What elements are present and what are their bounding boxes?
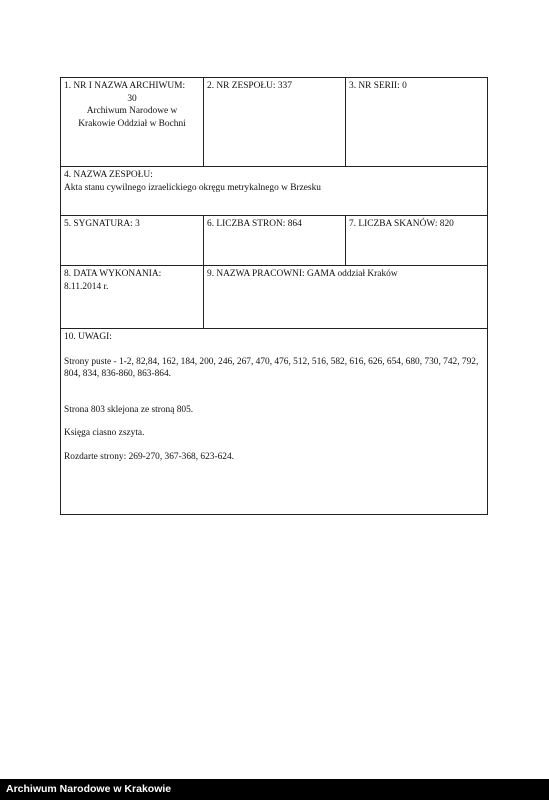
form-row-5: [61, 329, 487, 514]
fonds-number-cell: [203, 78, 345, 166]
form-row-3: [61, 216, 487, 266]
form-row-2: [61, 167, 487, 216]
fonds-number: 2. NR ZESPOŁU: 337: [207, 81, 292, 91]
footer-text: Archiwum Narodowe w Krakowie: [6, 783, 172, 795]
remarks-cell: [61, 329, 487, 514]
archive-number: 30: [127, 93, 137, 104]
form-row-4: [61, 266, 487, 329]
scan-count: 7. LICZBA SKANÓW: 820: [349, 219, 454, 229]
remarks-empty-pages: Strony puste - 1-2, 82,84, 162, 184, 200, 246, 267, 470, 476, 512, 516, 582, 616, 626, 654, 680, 730, 742, 792, 804, 834, 836-860, 863-864.: [64, 356, 479, 379]
scan-count-cell: [345, 216, 487, 265]
signature: 5. SYGNATURA: 3: [64, 219, 140, 229]
date-value: 8.11.2014 r.: [64, 281, 109, 292]
date-cell: [61, 266, 203, 328]
archive-cell: [61, 78, 203, 166]
remarks-glued: Strona 803 sklejona ze stroną 805.: [64, 404, 194, 415]
series-number: 3. NR SERII: 0: [349, 81, 407, 91]
archive-footer-bar: [0, 779, 549, 800]
fonds-name-label: 4. NAZWA ZESPOŁU:: [64, 170, 153, 180]
fonds-name: Akta stanu cywilnego izraelickiego okręgu metrykalnego w Brzesku: [64, 182, 321, 193]
fonds-name-cell: [61, 167, 487, 215]
page-count-cell: [203, 216, 345, 265]
archive-name-line2: Krakowie Oddział w Bochni: [78, 118, 186, 129]
date-label: 8. DATA WYKONANIA:: [64, 269, 162, 279]
studio-cell: [203, 266, 487, 328]
archive-name-line1: Archiwum Narodowe w: [86, 106, 178, 116]
archive-label: 1. NR I NAZWA ARCHIWUM:: [64, 81, 186, 91]
remarks-torn: Rozdarte strony: 269-270, 367-368, 623-624.: [64, 451, 235, 462]
signature-cell: [61, 216, 203, 265]
form-row-1: [61, 78, 487, 167]
series-number-cell: [345, 78, 487, 166]
remarks-label: 10. UWAGI:: [64, 332, 112, 342]
studio-name: 9. NAZWA PRACOWNI: GAMA oddział Kraków: [207, 269, 398, 279]
page-count: 6. LICZBA STRON: 864: [207, 219, 302, 229]
remarks-tight: Księga ciasno zszyta.: [64, 428, 145, 438]
metadata-form: [60, 77, 488, 515]
